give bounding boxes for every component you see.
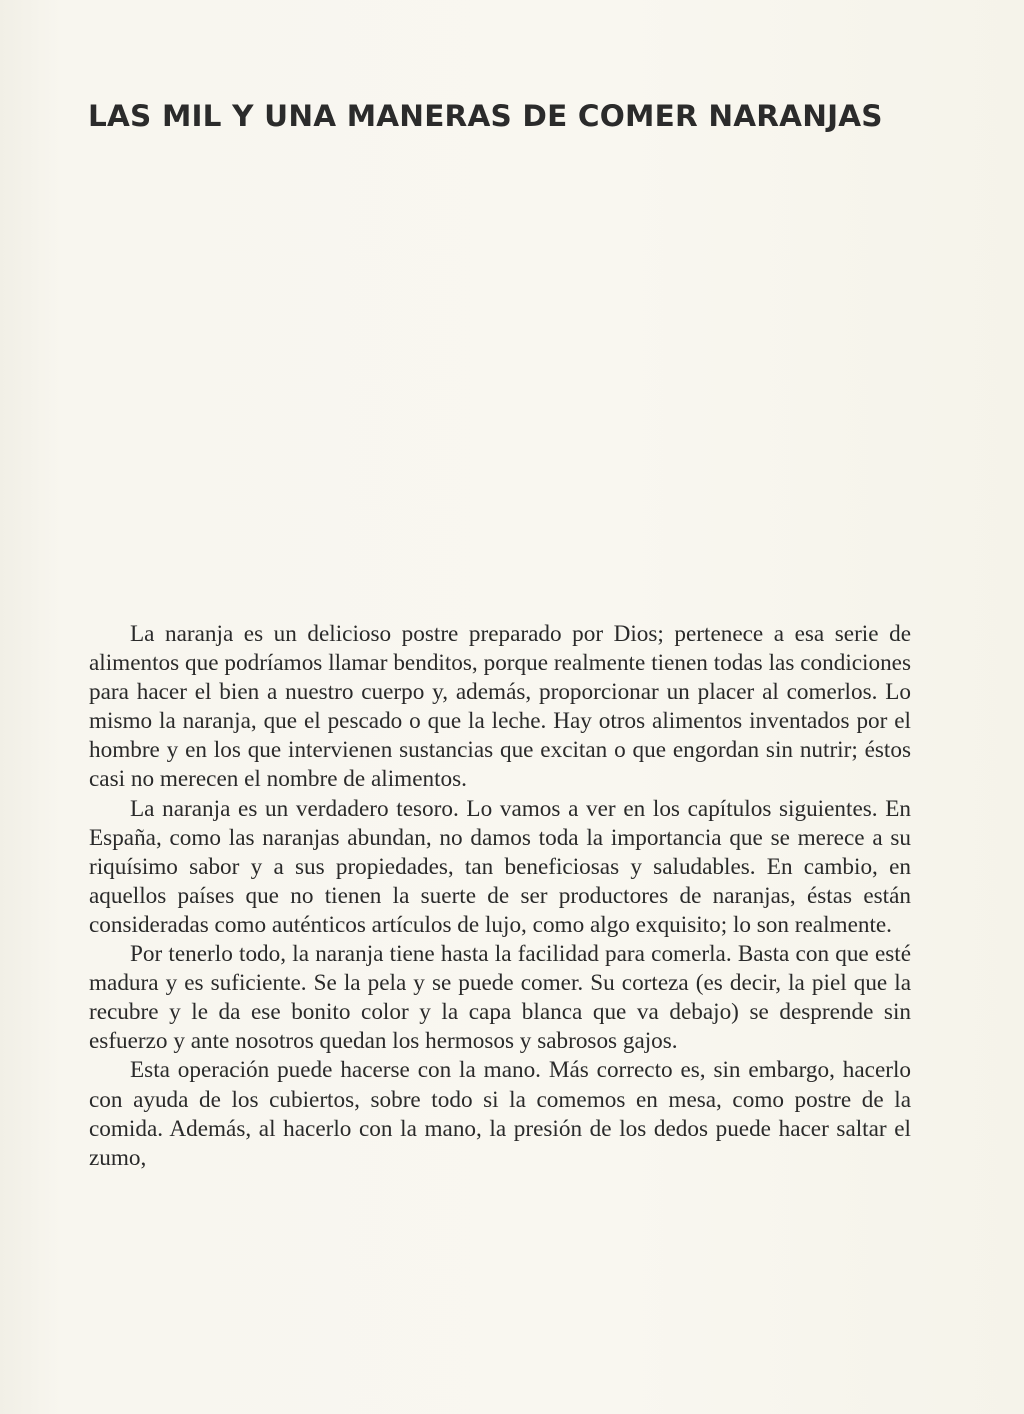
paragraph: Esta operación puede hacerse con la mano. Más correcto es, sin embargo, hacerlo con ayuda de los cubiertos, sobre todo si la comemos en mesa, como postre de la comida. Además, al hacerlo con la mano, la presión de los dedos puede hacer saltar el zumo, [89, 1057, 911, 1171]
paragraph: Por tenerlo todo, la naranja tiene hasta la facilidad para comerla. Basta con que esté madura y es suficiente. Se la pela y se puede comer. Su corteza (es decir, la piel que la recubre y le da ese bonito color y la capa blanca que va debajo) se desprende sin esfuerzo y ante nosotros quedan los hermosos y sabrosos gajos. [89, 941, 911, 1055]
body-text [89, 620, 911, 1173]
page-title: LAS MIL Y UNA MANERAS DE COMER NARANJAS [88, 99, 883, 133]
paragraph: La naranja es un verdadero tesoro. Lo vamos a ver en los capítulos siguientes. En España, como las naranjas abundan, no damos toda la importancia que se merece a su riquísimo sabor y a sus propiedades, tan beneficiosas y saludables. En cambio, en aquellos países que no tienen la suerte de ser productores de naranjas, éstas están consideradas como auténticos artículos de lujo, como algo exquisito; lo son realmente. [89, 795, 911, 938]
paragraph: La naranja es un delicioso postre preparado por Dios; pertenece a esa serie de alimentos que podríamos llamar benditos, porque realmente tienen todas las condiciones para hacer el bien a nuestro cuerpo y, además, proporcionar un placer al comerlos. Lo mismo la naranja, que el pescado o que la leche. Hay otros alimentos inventados por el hombre y en los que intervienen sustancias que excitan o que engordan sin nutrir; éstos casi no merecen el nombre de alimentos. [89, 621, 911, 793]
